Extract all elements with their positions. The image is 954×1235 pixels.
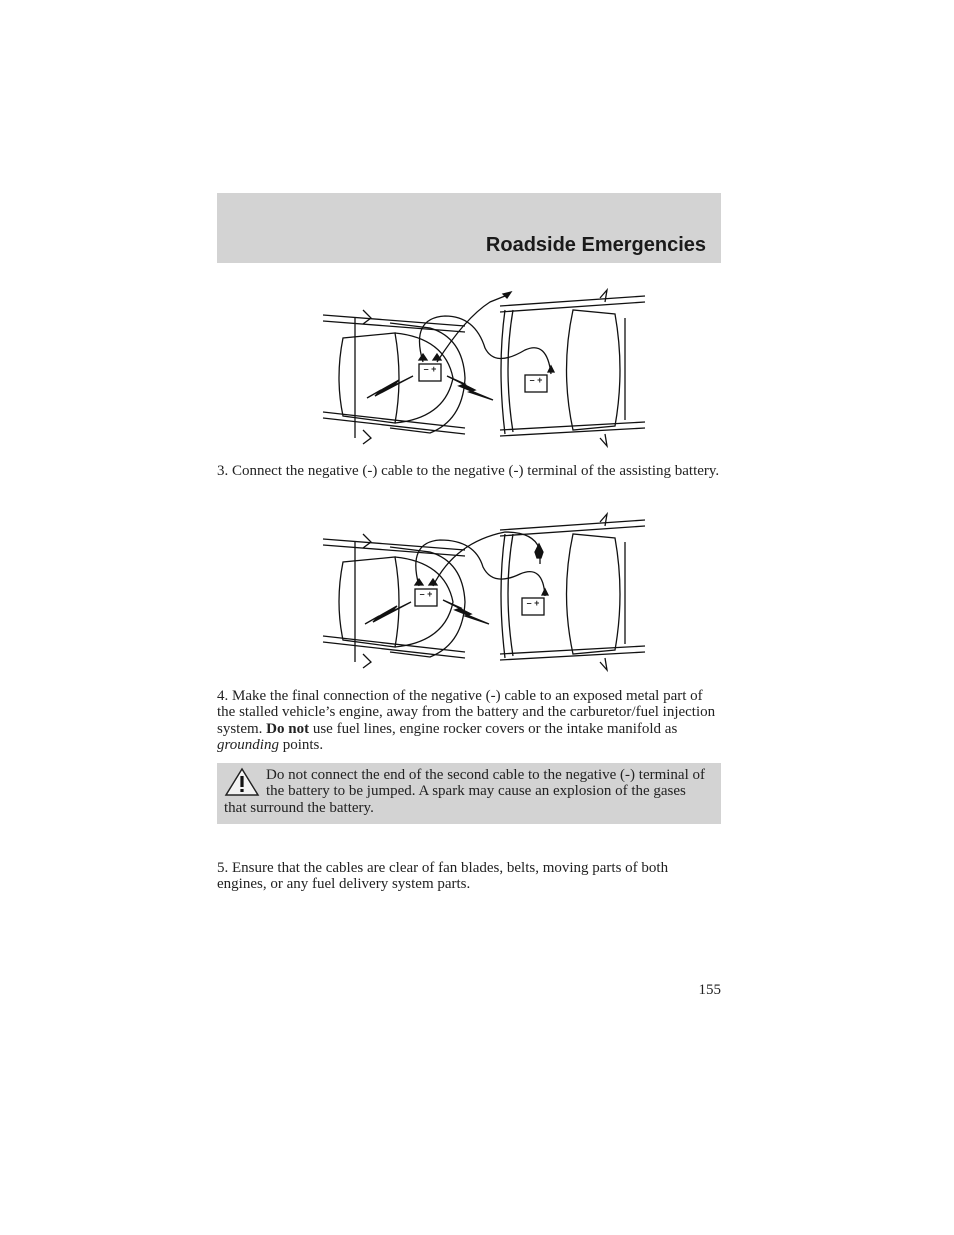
lightning-bolt-icon (447, 376, 493, 400)
section-header (217, 193, 721, 263)
step-4-part-1: 4. Make the final connection of the negative (-) cable to an exposed metal part of the stalled vehicle’s engine, away from the battery and the carburetor/fuel injection system. (217, 688, 716, 737)
jumpstart-diagram-1 (315, 288, 650, 450)
jumpstart-diagram-2 (315, 512, 650, 674)
warning-box (217, 763, 721, 824)
jumper-cable-negative (437, 296, 505, 362)
battery-terminals-label: – + (423, 364, 437, 374)
step-4-text (217, 688, 721, 753)
section-title: Roadside Emergencies (485, 234, 706, 256)
step-4-part-2: use fuel lines, engine rocker covers or the intake manifold as (309, 720, 678, 737)
step-3-text: 3. Connect the negative (-) cable to the negative (-) terminal of the assisting battery. (217, 463, 720, 479)
jumper-cable-positive (416, 540, 545, 596)
warning-triangle-icon (224, 767, 260, 797)
battery-terminals-label: – + (419, 589, 433, 599)
cable-clamp-icon (503, 292, 511, 298)
page-number: 155 (698, 982, 721, 998)
battery-terminals-label: – + (526, 598, 540, 608)
step-5-text: 5. Ensure that the cables are clear of fan blades, belts, moving parts of both engines, or any fuel delivery system parts. (217, 860, 669, 893)
assisting-car-outline (500, 514, 645, 670)
stalled-car-outline (323, 310, 465, 444)
step-4-emphasis: Do not (266, 720, 310, 737)
assisting-car-outline (500, 290, 645, 446)
cable-clamp-icon (535, 544, 543, 558)
warning-text: Do not connect the end of the second cable to the negative (-) terminal of the battery to be jumped. A spark may cause an explosion of the gases that surround the battery. (224, 767, 705, 816)
step-4-italic-term: grounding (217, 736, 279, 753)
lightning-bolt-icon (365, 602, 411, 624)
battery-terminals-label: – + (529, 375, 543, 385)
step-4-part-3: points. (278, 736, 324, 753)
lightning-bolt-icon (367, 376, 413, 398)
